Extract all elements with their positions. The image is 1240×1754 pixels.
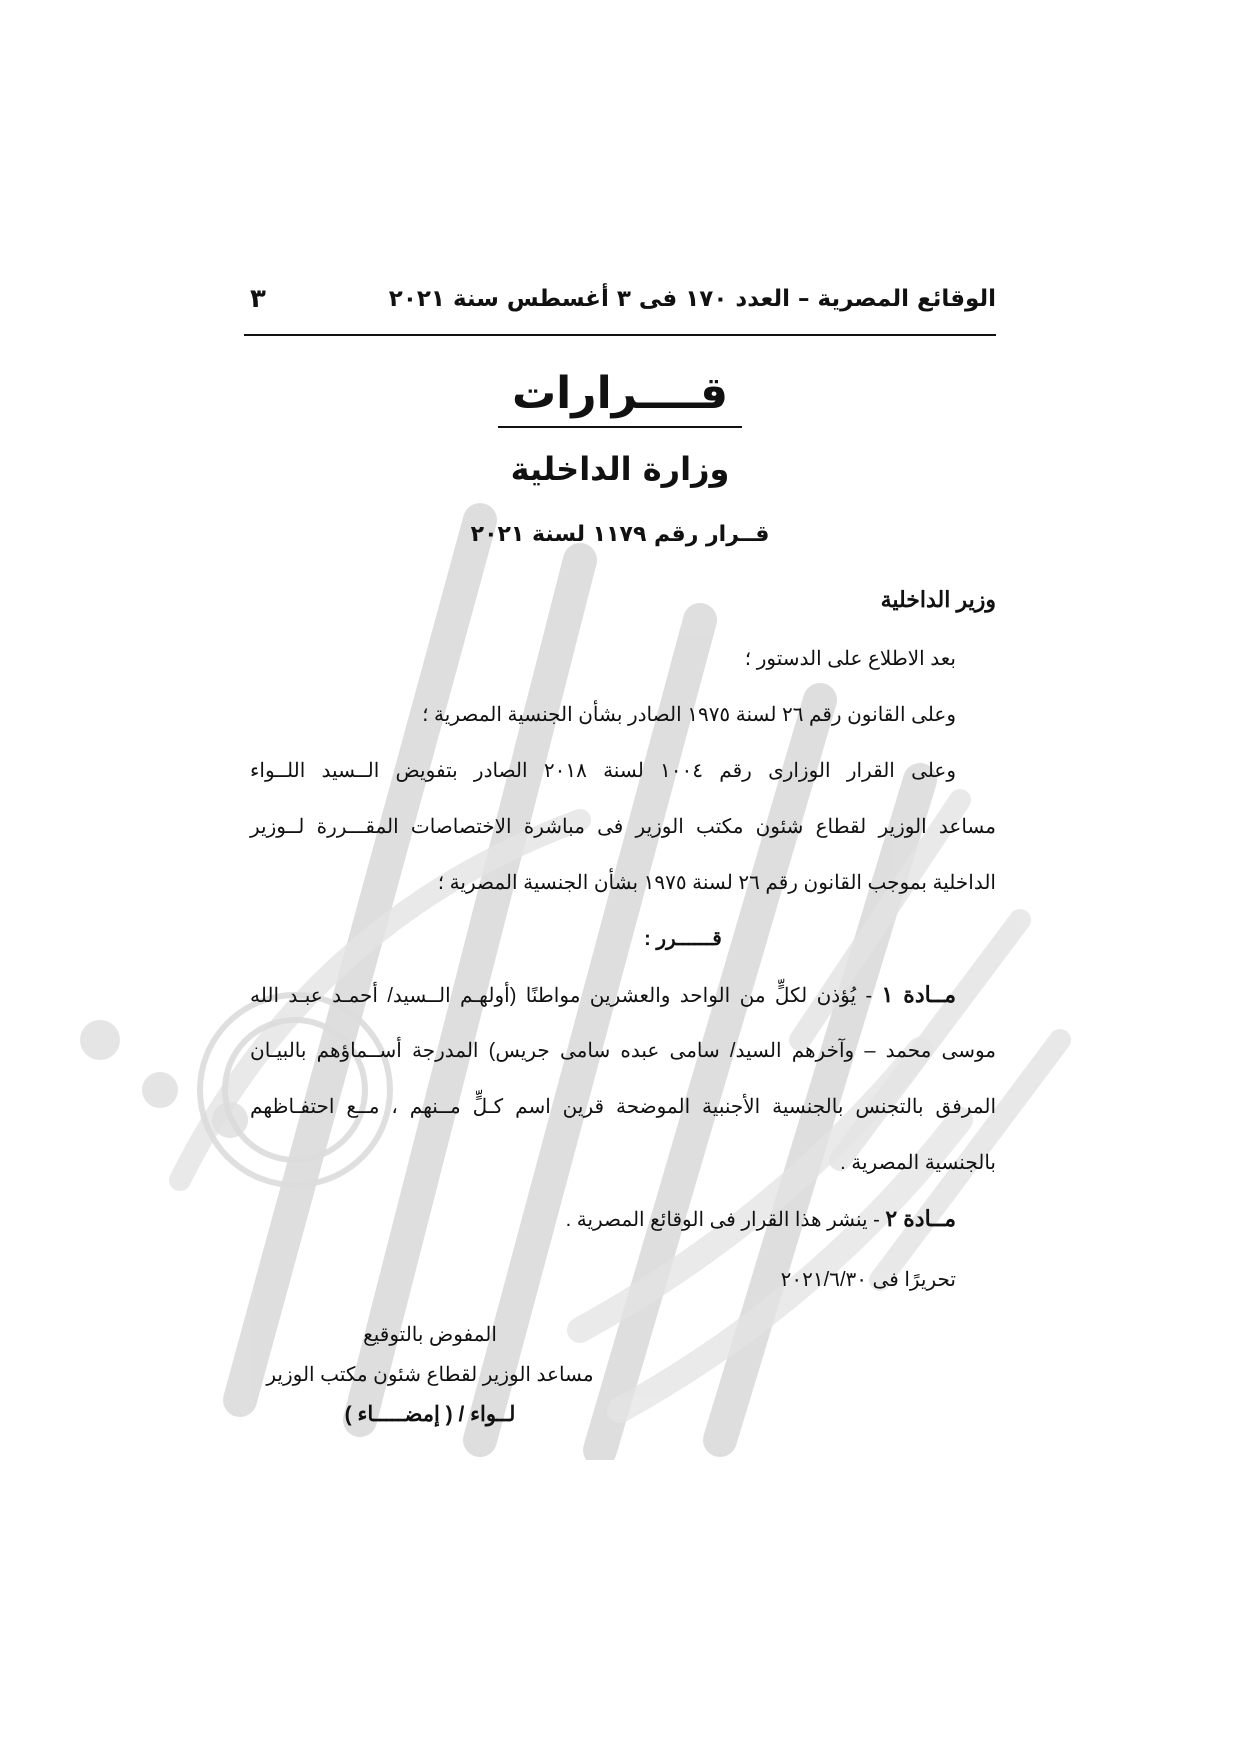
article-1-label: مــادة ١ [881,982,956,1007]
signature-title: مساعد الوزير لقطاع شئون مكتب الوزير [266,1364,594,1386]
running-header [244,282,996,326]
issuer-title: وزير الداخلية [880,587,996,612]
preamble-line: بعد الاطلاع على الدستور ؛ [744,648,956,670]
running-title: الوقائع المصرية – العدد ١٧٠ فى ٣ أغسطس سنة ٢٠٢١ [388,286,996,312]
decree-body [250,582,996,1316]
section-title-text: قــــرارات [498,370,742,428]
header-rule [244,334,996,336]
article-1-line [250,974,996,1030]
article-1-line: موسى محمد – وآخرهم السيد/ سامى عبده سامى جريس) المدرجة أســماؤهم بالبيـان [250,1040,996,1062]
signature-delegate: المفوض بالتوقيع [363,1324,497,1346]
article-2-line [250,1198,996,1254]
signature-name: لــواء / ( إمضـــــاء ) [344,1403,516,1426]
preamble-line: الداخلية بموجب القانون رقم ٢٦ لسنة ١٩٧٥ بشأن الجنسية المصرية ؛ [437,872,996,894]
preamble-line: وعلى القانون رقم ٢٦ لسنة ١٩٧٥ الصادر بشأن الجنسية المصرية ؛ [422,704,956,726]
decree-number: قــرار رقم ١١٧٩ لسنة ٢٠٢١ [470,522,770,547]
ministry-name: وزارة الداخلية [510,450,730,488]
section-title [0,368,1240,428]
article-2-label: مــادة ٢ [885,1206,956,1231]
preamble-line: وعلى القرار الوزارى رقم ١٠٠٤ لسنة ٢٠١٨ الصادر بتفويض الــسيد اللــواء [250,760,957,782]
date-line: تحريرًا فى ٢٠٢١/٦/٣٠ [780,1269,956,1291]
article-1-line: بالجنسية المصرية . [840,1152,996,1174]
signature-block [250,1316,610,1436]
page-number: ٣ [250,284,266,314]
article-1-line: المرفق بالتجنس بالجنسية الأجنبية الموضحة قرين اسم كـلٍّ مــنهم ، مــع احتفـاظهم [250,1096,996,1118]
decided-heading: قــــــرر : [644,928,722,950]
preamble-line: مساعد الوزير لقطاع شئون مكتب الوزير فى مباشرة الاختصاصات المقـــررة لــوزير [250,816,996,838]
article-2-text: - ينشر هذا القرار فى الوقائع المصرية . [565,1209,886,1231]
article-1-text: - يُؤذن لكلٍّ من الواحد والعشرين مواطنًا (أولهـم الــسيد/ أحمـد عبـد الله [250,985,882,1007]
